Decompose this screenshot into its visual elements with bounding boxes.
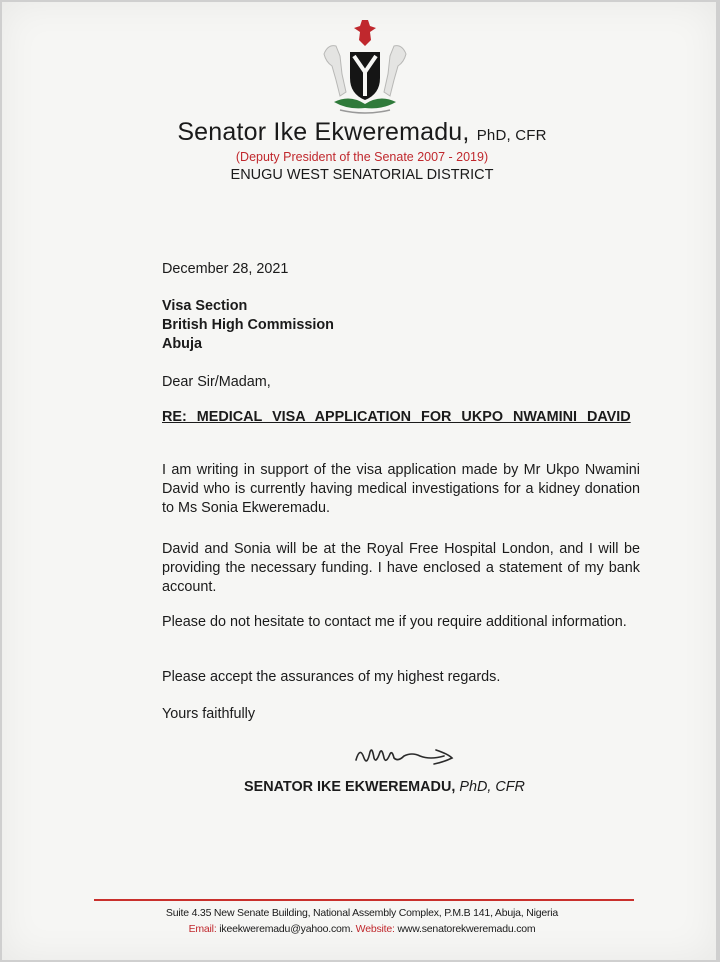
website-value: www.senatorekweremadu.com (397, 923, 536, 935)
letterhead-deputy-line: (Deputy President of the Senate 2007 - 2019) (235, 150, 489, 164)
signatory-block (244, 779, 525, 795)
website-label: Website: (355, 923, 395, 935)
email-label: Email: (188, 923, 217, 935)
footer-divider (94, 899, 634, 901)
recipient-line: Abuja (162, 336, 202, 352)
email-value: ikeekweremadu@yahoo.com. (219, 923, 353, 935)
recipient-line: British High Commission (162, 317, 334, 333)
paragraph: David and Sonia will be at the Royal Free Hospital London, and I will be providing the necessary funding. I have enclosed a statement of my bank account. (162, 541, 640, 595)
footer-contacts (2, 923, 720, 935)
signatory-name: SENATOR IKE EKWEREMADU, (244, 779, 456, 795)
letterhead-name (2, 118, 720, 147)
sender-credentials: PhD, CFR (476, 127, 547, 144)
footer-address: Suite 4.35 New Senate Building, National Assembly Complex, P.M.B 141, Abuja, Nigeria (165, 907, 559, 919)
salutation: Dear Sir/Madam, (162, 374, 271, 390)
recipient-block (162, 297, 640, 354)
paragraph: I am writing in support of the visa application made by Mr Ukpo Nwamini David who is currently having medical investigations for a kidney donation to Ms Sonia Ekweremadu. (162, 462, 640, 516)
sender-name: Senator Ike Ekweremadu, (177, 118, 470, 146)
paragraph: Please accept the assurances of my highest regards. (162, 669, 501, 685)
subject-line: RE: MEDICAL VISA APPLICATION FOR UKPO NWAMINI DAVID (162, 409, 631, 425)
paragraph: Please do not hesitate to contact me if you require additional information. (162, 614, 627, 630)
letter-page (2, 2, 716, 960)
signature-image (348, 738, 468, 772)
recipient-line: Visa Section (162, 298, 248, 314)
letter-date: December 28, 2021 (162, 261, 289, 277)
closing: Yours faithfully (162, 706, 256, 722)
letterhead-district: ENUGU WEST SENATORIAL DISTRICT (230, 167, 494, 183)
signatory-credentials: PhD, CFR (459, 779, 525, 795)
coat-of-arms-icon (310, 16, 420, 120)
